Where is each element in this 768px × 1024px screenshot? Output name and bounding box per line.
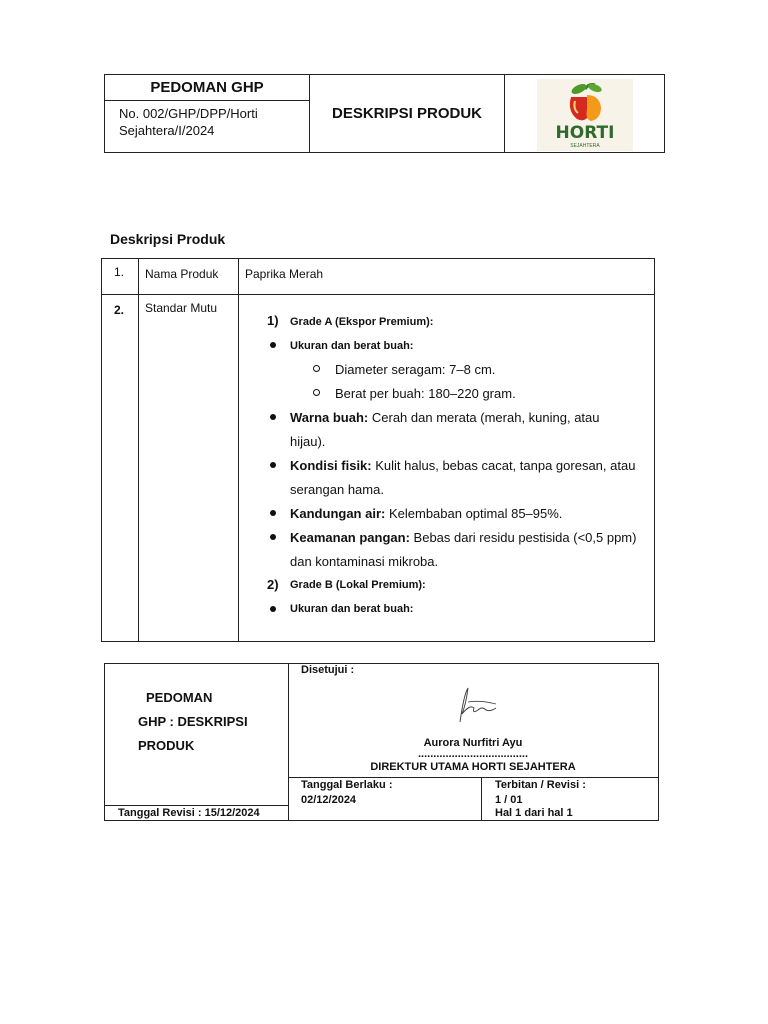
document-number: No. 002/GHP/DPP/Horti Sejahtera/I/2024	[119, 106, 258, 138]
grade-a-safety: Keamanan pangan: Bebas dari residu pestisida (<0,5 ppm)	[290, 530, 637, 545]
grade-a-diameter: Diameter seragam: 7–8 cm.	[335, 362, 496, 377]
row-number: 2.	[114, 303, 125, 317]
bullet-icon	[270, 342, 276, 348]
grade-a-title: Grade A (Ekspor Premium):	[290, 316, 434, 328]
signature-dots: ....................................	[417, 748, 529, 760]
header-center-title: DESKRIPSI PRODUK	[310, 75, 505, 152]
grade-a-physical-cont: serangan hama.	[290, 482, 384, 497]
sub-bullet-icon	[313, 389, 320, 396]
signer-name: Aurora Nurfitri Ayu	[423, 737, 523, 749]
grade-b-number: 2)	[267, 577, 279, 592]
bullet-icon	[270, 534, 276, 540]
row-label: Nama Produk	[145, 267, 219, 281]
col-divider	[481, 777, 482, 820]
footer-title-1: PEDOMAN	[146, 690, 213, 705]
grade-a-weight: Berat per buah: 180–220 gram.	[335, 386, 516, 401]
bullet-icon	[270, 606, 276, 612]
row-divider	[288, 777, 658, 778]
col-divider	[238, 259, 239, 641]
grade-b-size-label: Ukuran dan berat buah:	[290, 603, 414, 615]
signer-title: DIREKTUR UTAMA HORTI SEJAHTERA	[370, 761, 576, 773]
sub-bullet-icon	[313, 365, 320, 372]
logo-text: HORTI	[555, 123, 615, 143]
signature-icon	[452, 684, 508, 733]
grade-a-number: 1)	[267, 313, 279, 328]
grade-a-safety-cont: dan kontaminasi mikroba.	[290, 554, 439, 569]
row-divider	[102, 294, 654, 295]
grade-a-water: Kandungan air: Kelembaban optimal 85–95%.	[290, 506, 563, 521]
edition-value: 1 / 01	[495, 794, 523, 806]
horti-logo	[537, 79, 633, 151]
grade-a-size-label: Ukuran dan berat buah:	[290, 340, 414, 352]
effective-date: 02/12/2024	[301, 794, 357, 806]
footer-title-3: PRODUK	[138, 738, 195, 753]
section-title: Deskripsi Produk	[110, 231, 226, 247]
row-number: 1.	[114, 265, 125, 279]
grade-b-title: Grade B (Lokal Premium):	[290, 579, 426, 591]
logo-subtext: SEJAHTERA	[570, 143, 600, 149]
approved-label: Disetujui :	[301, 664, 355, 676]
page-info: Hal 1 dari hal 1	[495, 807, 573, 819]
row-label: Standar Mutu	[145, 301, 218, 315]
grade-a-color-cont: hijau).	[290, 434, 326, 449]
grade-a-physical: Kondisi fisik: Kulit halus, bebas cacat, tanpa goresan, atau	[290, 458, 636, 473]
row-value: Paprika Merah	[245, 267, 324, 281]
bullet-icon	[270, 510, 276, 516]
effective-label: Tanggal Berlaku :	[301, 779, 393, 791]
edition-label: Terbitan / Revisi :	[495, 779, 586, 791]
footer-title-2: GHP : DESKRIPSI	[138, 714, 248, 729]
header-title: PEDOMAN GHP	[105, 75, 309, 101]
col-divider	[138, 259, 139, 641]
bullet-icon	[270, 414, 276, 420]
revision-date: Tanggal Revisi : 15/12/2024	[118, 807, 260, 819]
bullet-icon	[270, 462, 276, 468]
document-header	[104, 74, 665, 153]
grade-a-color: Warna buah: Cerah dan merata (merah, kuning, atau	[290, 410, 600, 425]
row-divider	[105, 805, 288, 806]
